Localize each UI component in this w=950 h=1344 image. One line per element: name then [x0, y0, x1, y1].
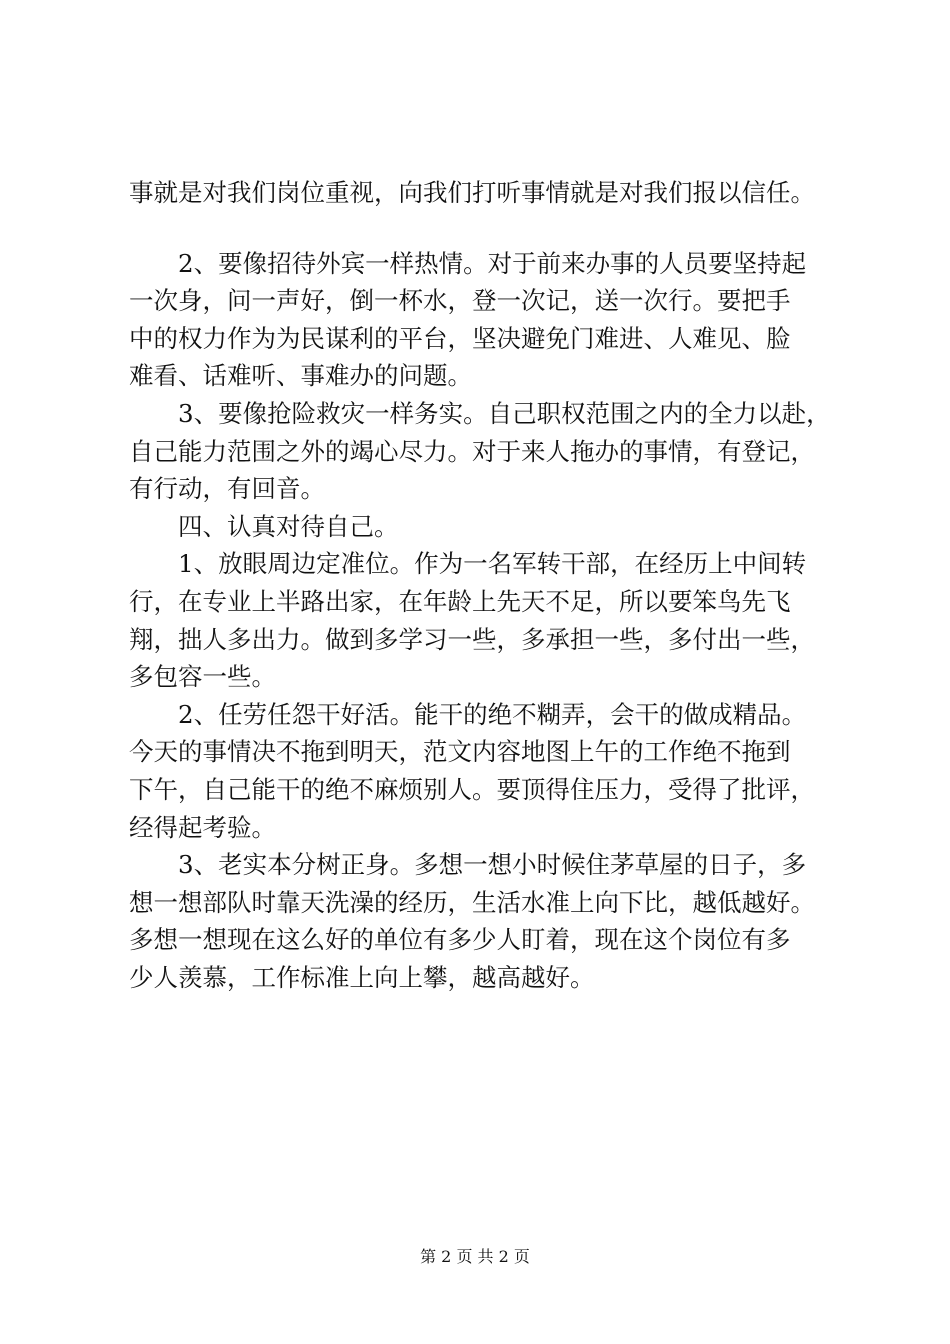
text-line: 中的权力作为为民谋利的平台，坚决避免门难进、人难见、脸: [129, 323, 791, 353]
text-line: 行，在专业上半路出家，在年龄上先天不足，所以要笨鸟先飞: [129, 586, 791, 616]
text-line: 多想一想现在这么好的单位有多少人盯着，现在这个岗位有多: [129, 925, 791, 955]
text-line: 多包容一些。: [129, 662, 276, 692]
text-line: 一次身，问一声好，倒一杯水，登一次记，送一次行。要把手: [129, 286, 791, 316]
text-line: 少人羡慕，工作标准上向上攀，越高越好。: [129, 962, 595, 992]
text-line: 事就是对我们岗位重视，向我们打听事情就是对我们报以信任。: [129, 178, 815, 207]
page-footer: [0, 1244, 950, 1267]
paragraph-gap: [129, 212, 859, 245]
text-line: 3、老实本分树正身。多想一想小时候住茅草屋的日子，多: [129, 850, 807, 880]
text-line: 有行动，有回音。: [129, 474, 325, 504]
document-body: [129, 174, 859, 996]
text-line: 想一想部队时靠天洗澡的经历，生活水准上向下比，越低越好。: [129, 887, 815, 917]
text-line: 翔，拙人多出力。做到多学习一些，多承担一些，多付出一些，: [129, 624, 815, 654]
text-line: 2、要像招待外宾一样热情。对于前来办事的人员要坚持起: [129, 248, 807, 278]
text-line: 自己能力范围之外的竭心尽力。对于来人拖办的事情，有登记，: [129, 436, 815, 466]
text-line: 下午，自己能干的绝不麻烦别人。要顶得住压力，受得了批评，: [129, 774, 815, 804]
text-line: 难看、话难听、事难办的问题。: [129, 361, 472, 391]
text-line: 四、认真对待自己。: [129, 511, 399, 541]
text-line: 1、放眼周边定准位。作为一名军转干部，在经历上中间转: [129, 549, 807, 579]
text-line: 经得起考验。: [129, 812, 276, 842]
text-line: 今天的事情决不拖到明天，范文内容地图上午的工作绝不拖到: [129, 737, 791, 767]
text-line: 3、要像抢险救灾一样务实。自己职权范围之内的全力以赴，: [129, 398, 831, 428]
text-line: 2、任劳任怨干好活。能干的绝不糊弄，会干的做成精品。: [129, 699, 807, 729]
page-number-label: 第 2 页 共 2 页: [420, 1247, 530, 1266]
